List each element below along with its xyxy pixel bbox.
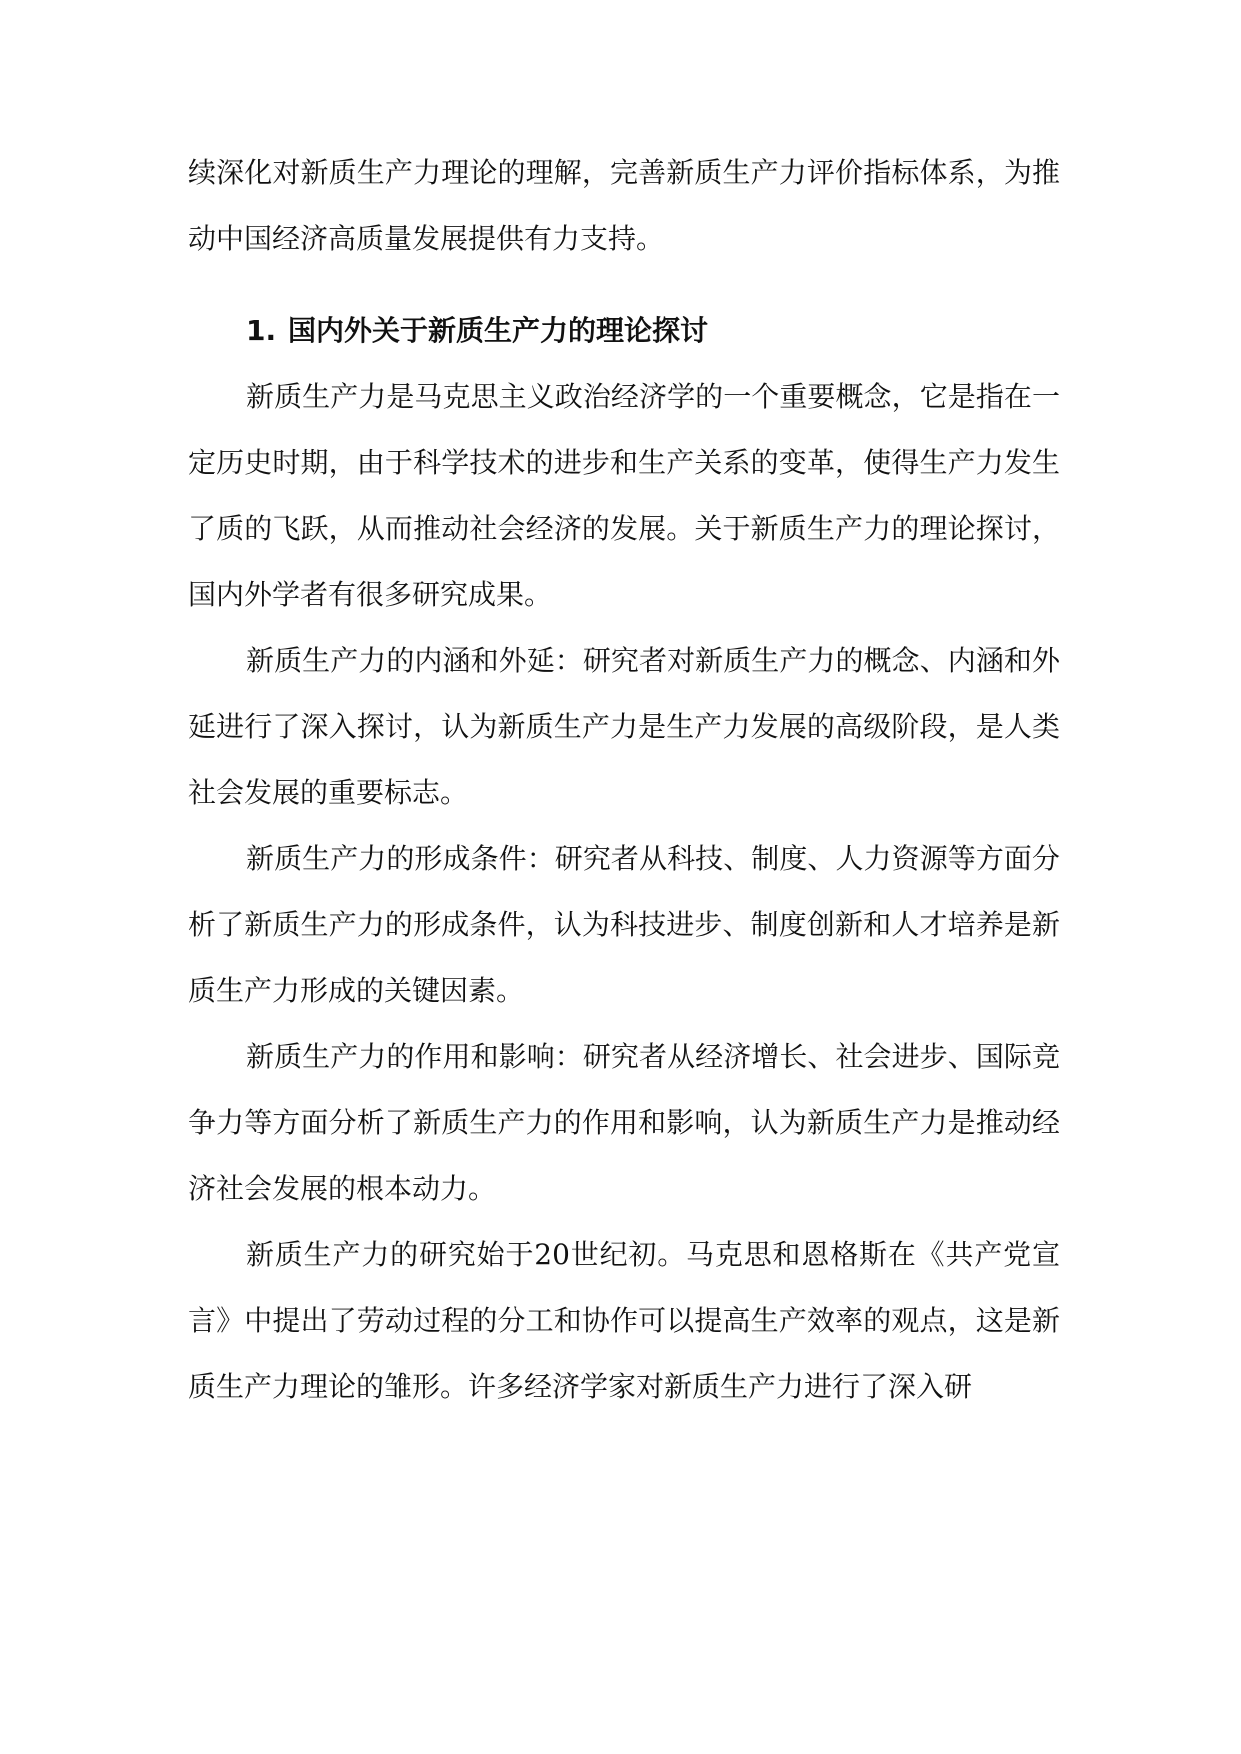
- paragraph-2: 新质生产力的内涵和外延：研究者对新质生产力的概念、内涵和外延进行了深入探讨，认为新质生产力是生产力发展的高级阶段，是人类社会发展的重要标志。: [188, 644, 1060, 809]
- section-heading: [188, 298, 1060, 364]
- section-number: 1.: [246, 314, 277, 347]
- section-title: 国内外关于新质生产力的理论探讨: [288, 314, 709, 347]
- paragraph-continued: 续深化对新质生产力理论的理解，完善新质生产力评价指标体系，为推动中国经济高质量发展提供有力支持。: [188, 156, 1060, 255]
- paragraph-3: 新质生产力的形成条件：研究者从科技、制度、人力资源等方面分析了新质生产力的形成条件，认为科技进步、制度创新和人才培养是新质生产力形成的关键因素。: [188, 842, 1060, 1007]
- paragraph-5: 新质生产力的研究始于20世纪初。马克思和恩格斯在《共产党宣言》中提出了劳动过程的分工和协作可以提高生产效率的观点，这是新质生产力理论的雏形。许多经济学家对新质生产力进行了深入研: [188, 1238, 1060, 1403]
- document-page: [188, 140, 1060, 1420]
- paragraph-1: 新质生产力是马克思主义政治经济学的一个重要概念，它是指在一定历史时期，由于科学技术的进步和生产关系的变革，使得生产力发生了质的飞跃，从而推动社会经济的发展。关于新质生产力的理论探讨，国内外学者有很多研究成果。: [188, 380, 1060, 611]
- paragraph-4: 新质生产力的作用和影响：研究者从经济增长、社会进步、国际竞争力等方面分析了新质生产力的作用和影响，认为新质生产力是推动经济社会发展的根本动力。: [188, 1040, 1060, 1205]
